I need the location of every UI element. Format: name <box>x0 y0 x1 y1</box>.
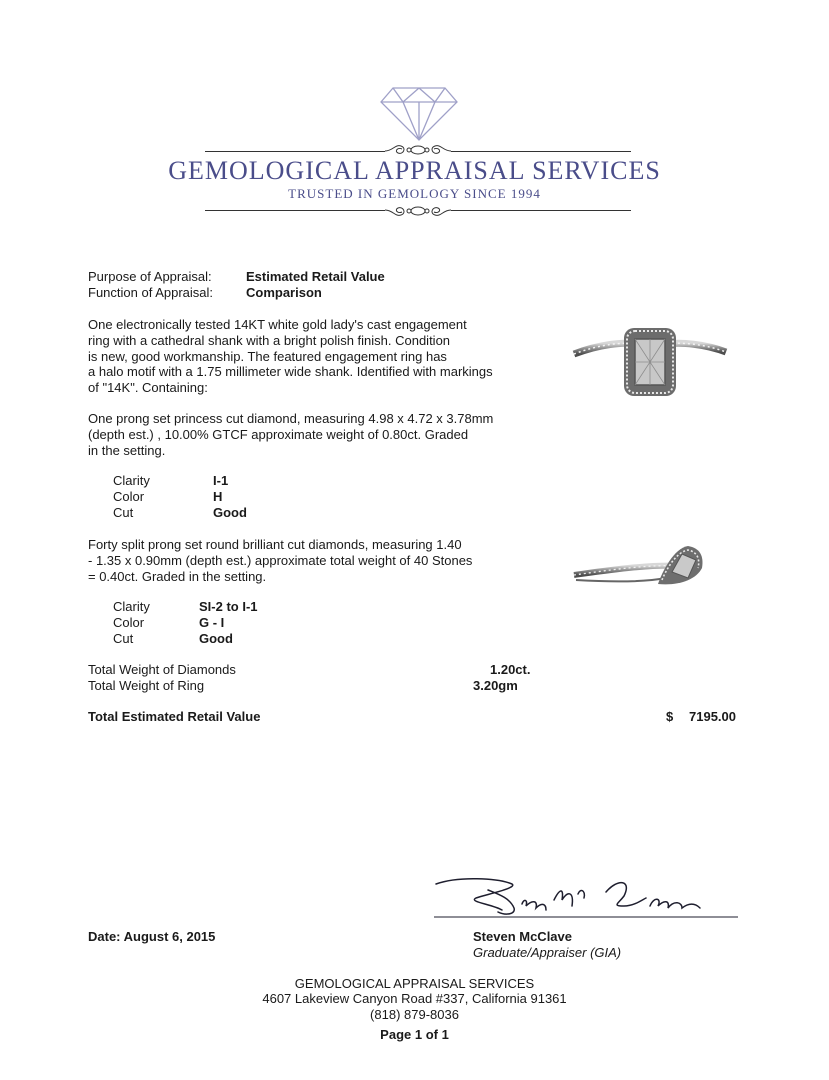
diamond-logo-icon <box>379 86 459 142</box>
side-stones-line: Forty split prong set round brilliant cut diamonds, measuring 1.40 <box>88 537 462 552</box>
total-retail-label: Total Estimated Retail Value <box>88 709 261 724</box>
side-clarity-label: Clarity <box>113 599 150 614</box>
description-line: a halo motif with a 1.75 millimeter wide shank. Identified with markings <box>88 364 493 380</box>
purpose-label: Purpose of Appraisal: <box>88 269 212 284</box>
center-stone-line: (depth est.) , 10.00% GTCF approximate weight of 0.80ct. Graded <box>88 426 469 442</box>
center-cut-value: Good <box>213 505 247 520</box>
side-cut-value: Good <box>199 631 233 646</box>
ring-top-view-image <box>570 320 730 402</box>
page-number: Page 1 of 1 <box>380 1027 449 1042</box>
center-stone-line: One prong set princess cut diamond, measuring 4.98 x 4.72 x 3.78mm <box>88 411 494 426</box>
header-top-rule-left <box>205 151 385 152</box>
side-clarity-value: SI-2 to I-1 <box>199 599 258 614</box>
function-label: Function of Appraisal: <box>88 285 214 300</box>
center-color-label: Color <box>113 489 145 504</box>
total-ring-value: 3.20gm <box>473 678 518 693</box>
footer-address: 4607 Lakeview Canyon Road #337, California 91361 <box>262 991 567 1006</box>
appraiser-name: Steven McClave <box>473 929 572 944</box>
side-stones-line: = 0.40ct. Graded in the setting. <box>88 568 267 584</box>
side-stones-description <box>88 537 528 584</box>
appraisal-date: Date: August 6, 2015 <box>88 929 216 944</box>
ring-side-view-image <box>570 540 720 590</box>
footer-company-name: GEMOLOGICAL APPRAISAL SERVICES <box>294 976 535 991</box>
total-diamonds-value: 1.20ct. <box>490 662 531 677</box>
center-clarity-label: Clarity <box>113 473 150 488</box>
center-color-value: H <box>213 489 223 504</box>
appraiser-signature <box>428 870 740 922</box>
currency-symbol: $ <box>666 709 674 724</box>
company-tagline: TRUSTED IN GEMOLOGY SINCE 1994 <box>288 186 541 201</box>
function-value: Comparison <box>246 285 322 300</box>
total-retail-value: 7195.00 <box>689 709 736 724</box>
company-title: GEMOLOGICAL APPRAISAL SERVICES <box>168 156 661 185</box>
side-cut-label: Cut <box>113 631 134 646</box>
header-bottom-rule-left <box>205 210 385 211</box>
description-line: is new, good workmanship. The featured engagement ring has <box>88 348 447 364</box>
side-color-value: G - I <box>199 615 225 630</box>
center-stone-description <box>88 411 528 458</box>
header-top-rule-right <box>451 151 631 152</box>
side-color-label: Color <box>113 615 145 630</box>
side-stones-line: - 1.35 x 0.90mm (depth est.) approximate total weight of 40 Stones <box>88 552 473 568</box>
total-ring-label: Total Weight of Ring <box>88 678 205 693</box>
total-diamonds-label: Total Weight of Diamonds <box>88 662 236 677</box>
description-line: ring with a cathedral shank with a bright polish finish. Condition <box>88 332 451 348</box>
ring-description <box>88 317 528 396</box>
footer-phone: (818) 879-8036 <box>370 1007 459 1022</box>
ornament-swirl-icon <box>383 200 453 222</box>
description-line: of "14K". Containing: <box>88 380 208 396</box>
center-stone-line: in the setting. <box>88 442 166 458</box>
appraiser-title: Graduate/Appraiser (GIA) <box>473 945 622 960</box>
header-bottom-rule-right <box>451 210 631 211</box>
center-cut-label: Cut <box>113 505 134 520</box>
description-line: One electronically tested 14KT white gold lady's cast engagement <box>88 317 467 332</box>
purpose-value: Estimated Retail Value <box>246 269 385 284</box>
center-clarity-value: I-1 <box>213 473 229 488</box>
